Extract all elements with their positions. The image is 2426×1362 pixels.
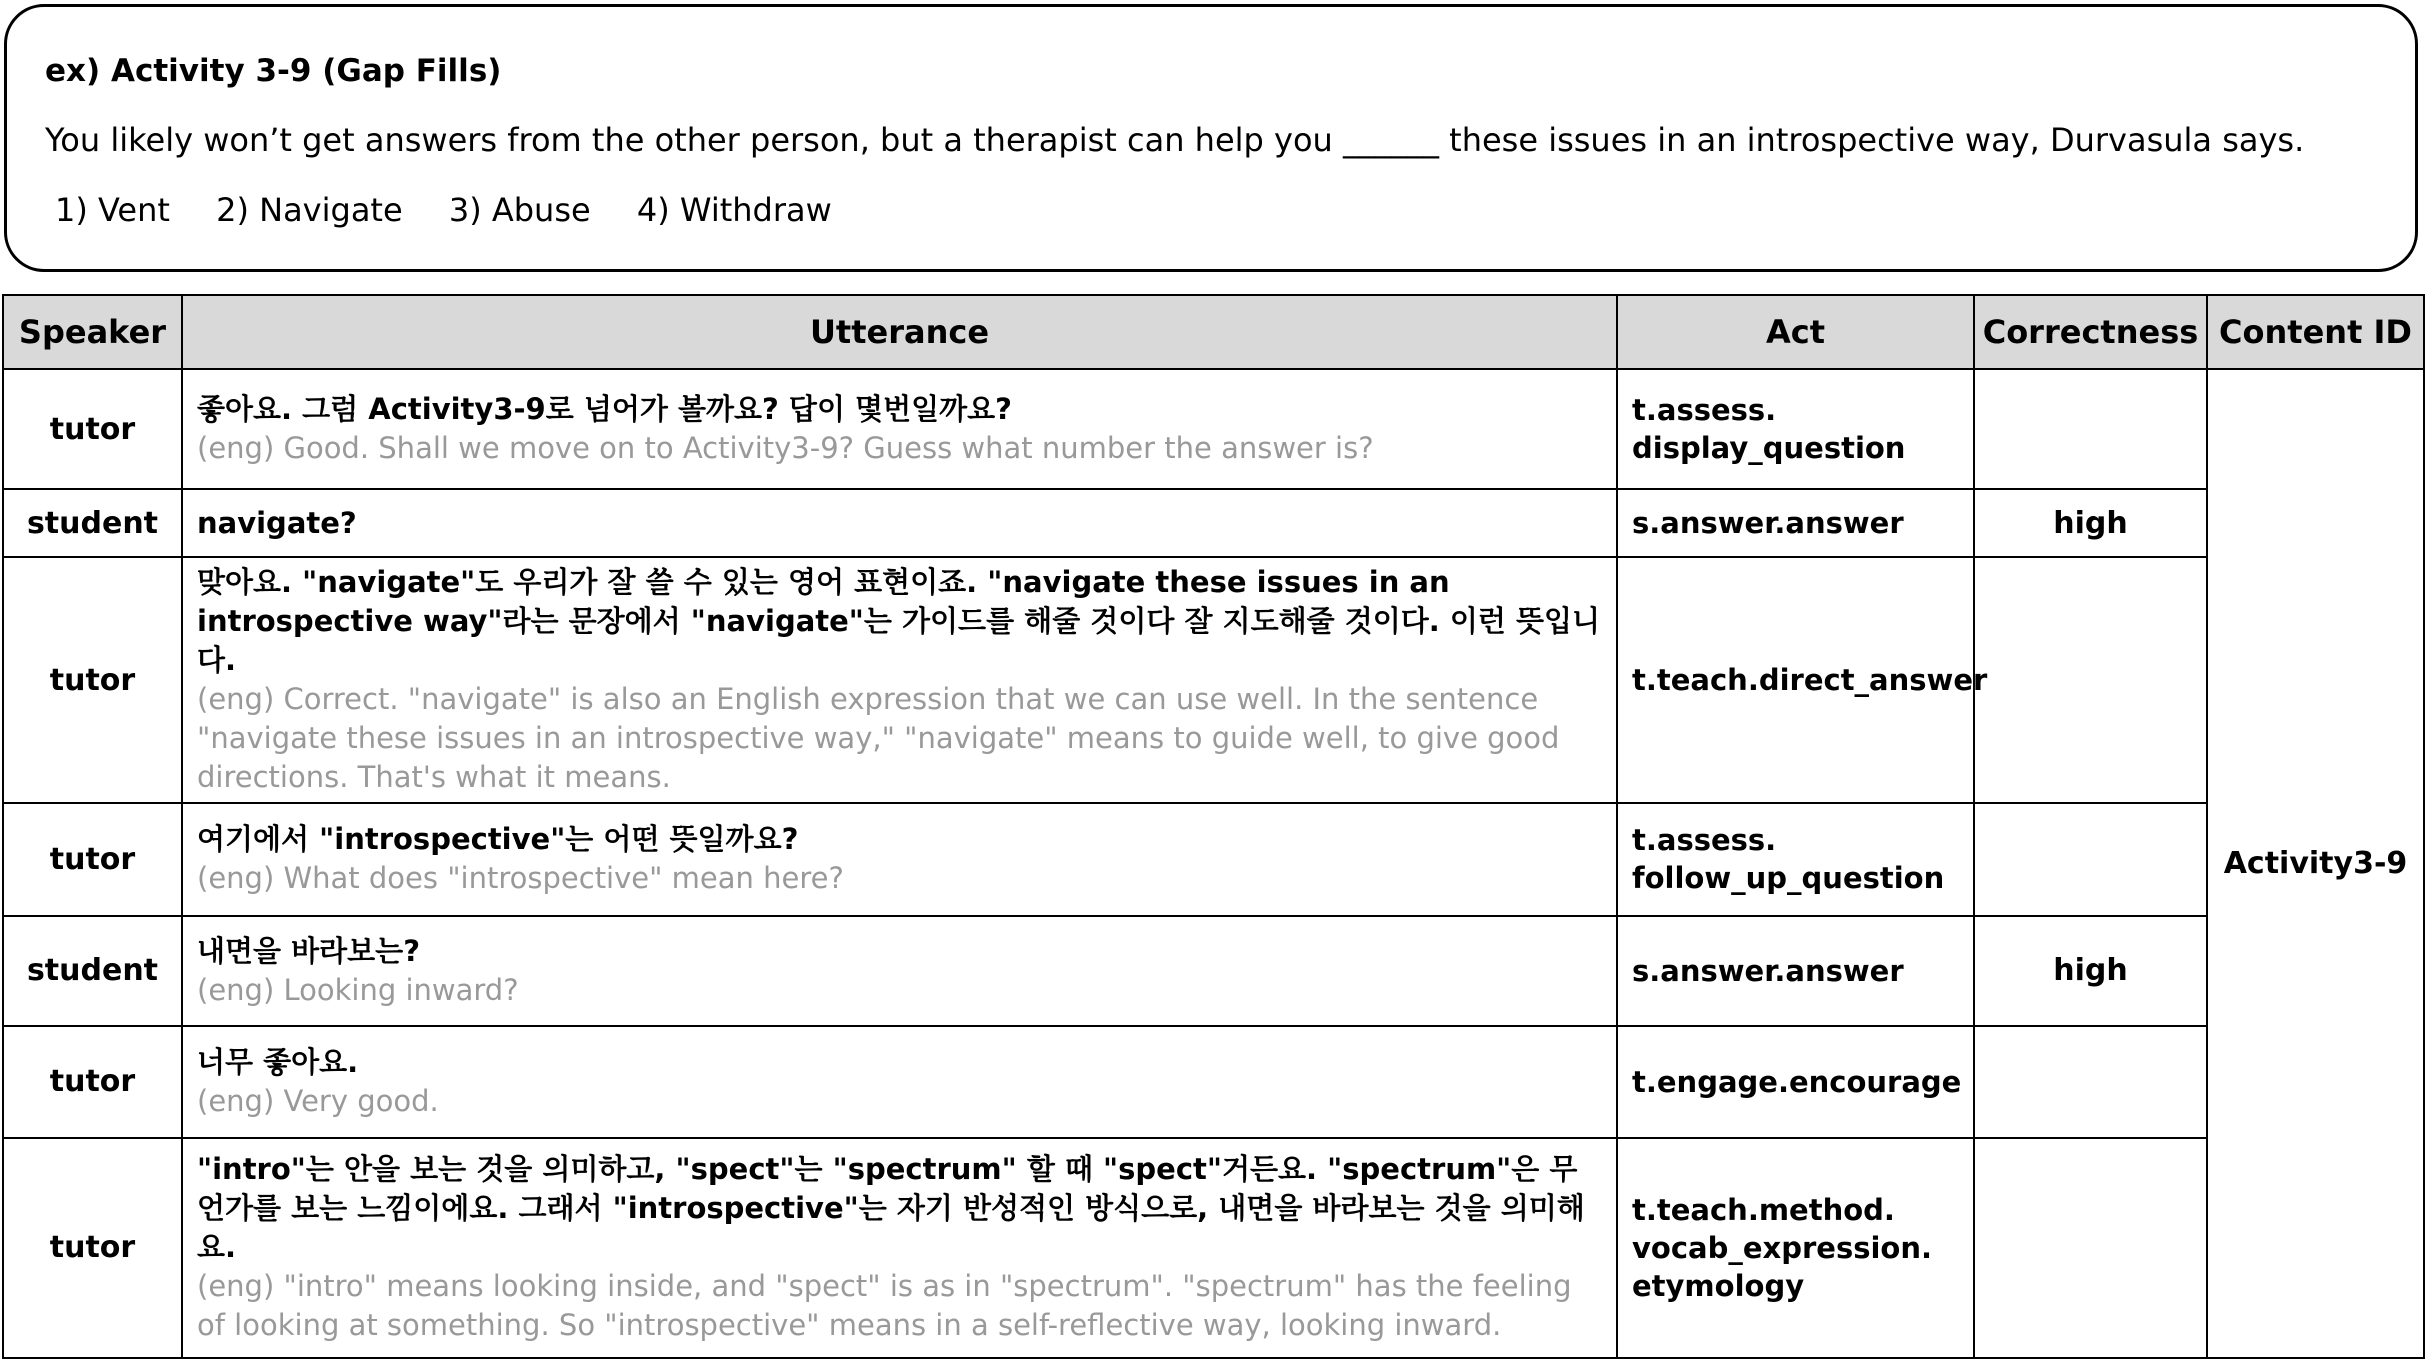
header-act: Act bbox=[1617, 295, 1974, 369]
speaker-cell: tutor bbox=[3, 803, 182, 915]
table-row bbox=[3, 916, 2424, 1026]
utterance-cell bbox=[182, 916, 1617, 1026]
act-cell: t.assess. follow_up_question bbox=[1617, 803, 1974, 915]
speaker-cell: tutor bbox=[3, 1138, 182, 1358]
act-cell: t.engage.encourage bbox=[1617, 1026, 1974, 1138]
act-cell: s.answer.answer bbox=[1617, 916, 1974, 1026]
choice-3: 3) Abuse bbox=[448, 191, 591, 229]
correctness-cell: high bbox=[1974, 916, 2207, 1026]
utterance-cell bbox=[182, 803, 1617, 915]
table-row bbox=[3, 369, 2424, 489]
utterance-english: (eng) What does "introspective" mean here? bbox=[197, 861, 844, 896]
act-cell: t.teach.direct_answer bbox=[1617, 557, 1974, 803]
utterance-cell bbox=[182, 369, 1617, 489]
table-row bbox=[3, 557, 2424, 803]
act-cell: t.teach.method. vocab_expression. etymology bbox=[1617, 1138, 1974, 1358]
choice-1: 1) Vent bbox=[55, 191, 170, 229]
choice-4: 4) Withdraw bbox=[636, 191, 832, 229]
choice-2: 2) Navigate bbox=[216, 191, 403, 229]
correctness-cell: high bbox=[1974, 489, 2207, 557]
utterance-cell bbox=[182, 1138, 1617, 1358]
example-sentence: You likely won’t get answers from the other person, but a therapist can help you ______ these issues in an introspective way, Durvasula says. bbox=[45, 121, 2305, 159]
speaker-cell: student bbox=[3, 489, 182, 557]
correctness-cell bbox=[1974, 1026, 2207, 1138]
header-row bbox=[3, 295, 2424, 369]
example-choices bbox=[55, 191, 868, 229]
utterance-cell bbox=[182, 557, 1617, 803]
utterance-korean: 내면을 바라보는? bbox=[197, 933, 421, 968]
act-cell: t.assess. display_question bbox=[1617, 369, 1974, 489]
speaker-cell: tutor bbox=[3, 1026, 182, 1138]
utterance-english: (eng) "intro" means looking inside, and "spect" is as in "spectrum". "spectrum" has the feeling of looking at something. So "introspective" means in a self-reflective way, looking inward. bbox=[197, 1269, 1572, 1343]
utterance-english: (eng) Looking inward? bbox=[197, 972, 519, 1007]
correctness-cell bbox=[1974, 1138, 2207, 1358]
example-box bbox=[4, 4, 2418, 272]
content-id-cell: Activity3-9 bbox=[2207, 369, 2424, 1358]
utterance-english: (eng) Good. Shall we move on to Activity3-9? Guess what number the answer is? bbox=[197, 431, 1374, 466]
utterance-korean: 맞아요. "navigate"도 우리가 잘 쓸 수 있는 영어 표현이죠. "navigate these issues in an introspective way"라는 문장에서 "navigate"는 가이드를 해줄 것이다 잘 지도해줄 것이다. 이런 뜻입니다. bbox=[197, 565, 1601, 678]
utterance-cell bbox=[182, 489, 1617, 557]
header-content-id: Content ID bbox=[2207, 295, 2424, 369]
table-row bbox=[3, 489, 2424, 557]
utterance-korean: 너무 좋아요. bbox=[197, 1044, 359, 1079]
correctness-cell bbox=[1974, 557, 2207, 803]
dialogue-table bbox=[2, 294, 2425, 1359]
speaker-cell: tutor bbox=[3, 369, 182, 489]
utterance-english: (eng) Correct. "navigate" is also an English expression that we can use well. In the sentence "navigate these issues in an introspective way," "navigate" means to guide well, to give good directions. That's what it means. bbox=[197, 682, 1560, 795]
utterance-korean: navigate? bbox=[197, 505, 357, 540]
table-row bbox=[3, 803, 2424, 915]
header-speaker: Speaker bbox=[3, 295, 182, 369]
speaker-cell: tutor bbox=[3, 557, 182, 803]
speaker-cell: student bbox=[3, 916, 182, 1026]
utterance-korean: "intro"는 안을 보는 것을 의미하고, "spect"는 "spectrum" 할 때 "spect"거든요. "spectrum"은 무언가를 보는 느낌이에요. 그래서 "introspective"는 자기 반성적인 방식으로, 내면을 바라보는 것을 의미해요. bbox=[197, 1152, 1585, 1265]
table-row bbox=[3, 1026, 2424, 1138]
act-cell: s.answer.answer bbox=[1617, 489, 1974, 557]
utterance-english: (eng) Very good. bbox=[197, 1083, 439, 1118]
header-correctness: Correctness bbox=[1974, 295, 2207, 369]
header-utterance: Utterance bbox=[182, 295, 1617, 369]
utterance-korean: 좋아요. 그럼 Activity3-9로 넘어가 볼까요? 답이 몇번일까요? bbox=[197, 392, 1012, 427]
correctness-cell bbox=[1974, 369, 2207, 489]
utterance-korean: 여기에서 "introspective"는 어떤 뜻일까요? bbox=[197, 822, 799, 857]
table-row bbox=[3, 1138, 2424, 1358]
example-title: ex) Activity 3-9 (Gap Fills) bbox=[45, 53, 502, 89]
correctness-cell bbox=[1974, 803, 2207, 915]
utterance-cell bbox=[182, 1026, 1617, 1138]
